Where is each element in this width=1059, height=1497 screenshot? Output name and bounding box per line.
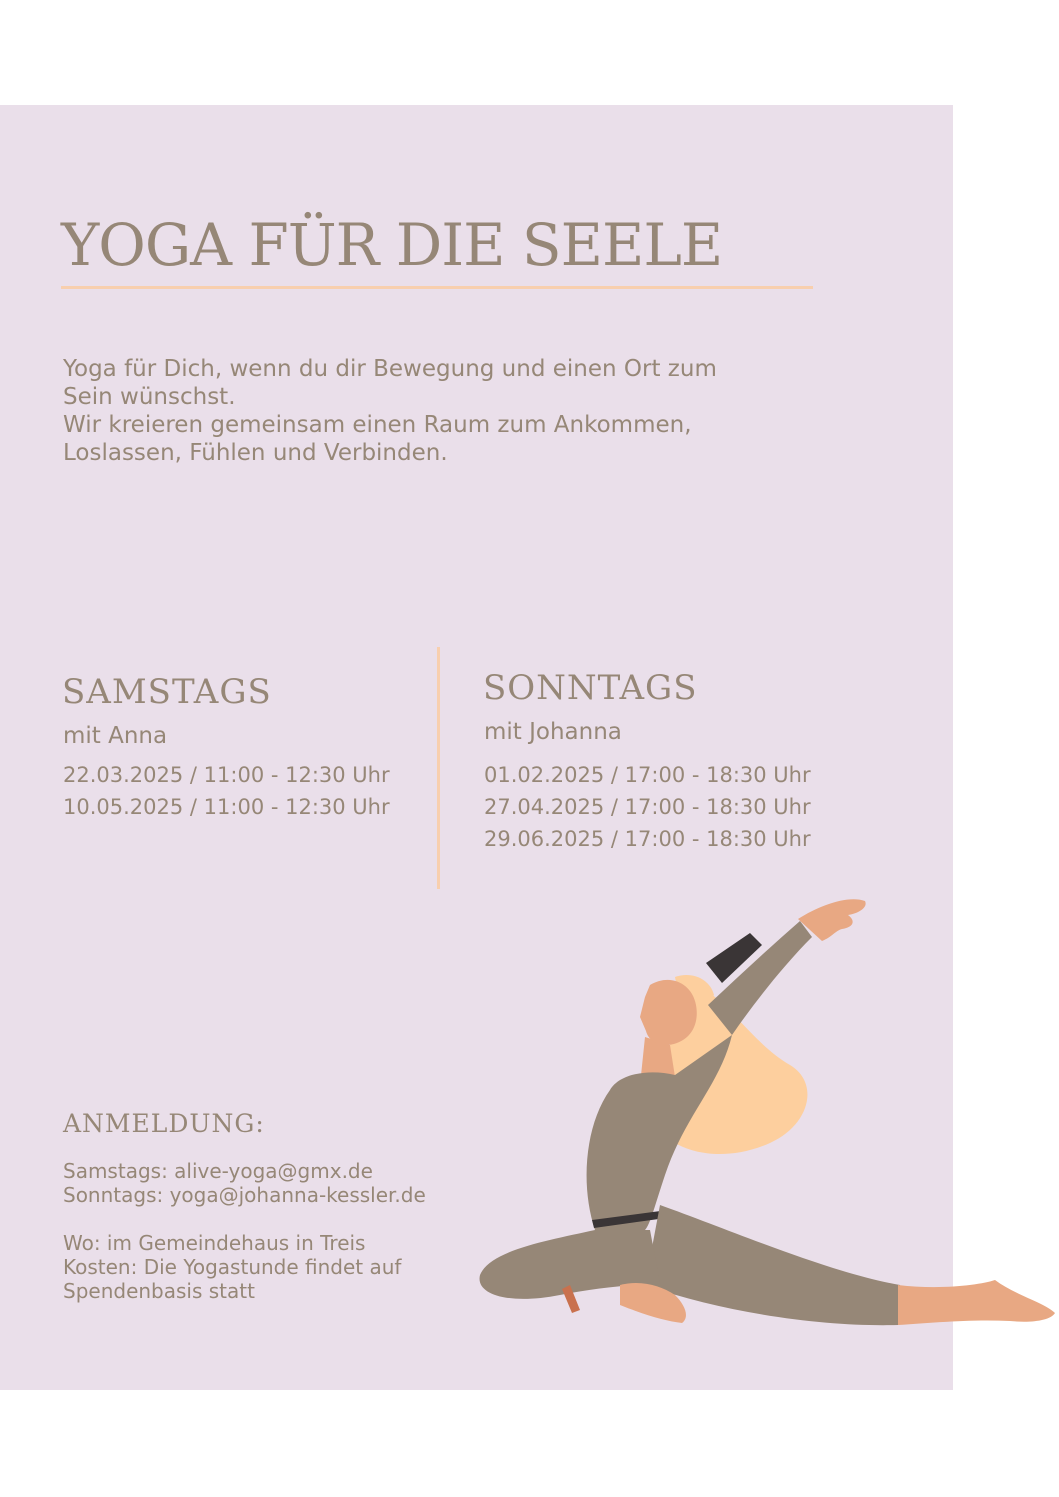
location-text: Wo: im Gemeindehaus in Treis bbox=[63, 1231, 366, 1255]
cost-text: Kosten: Die Yogastunde findet auf bbox=[63, 1255, 402, 1279]
head-shape bbox=[640, 980, 697, 1045]
intro-line: Wir kreieren gemeinsam einen Raum zum Ankommen, bbox=[63, 412, 692, 438]
saturday-contact: Samstags: alive-yoga@gmx.de bbox=[63, 1159, 373, 1183]
date-item: 29.06.2025 / 17:00 - 18:30 Uhr bbox=[484, 827, 811, 851]
column-divider bbox=[437, 647, 440, 889]
date-item: 01.02.2025 / 17:00 - 18:30 Uhr bbox=[484, 763, 811, 787]
back-foot-shape bbox=[898, 1280, 1055, 1325]
intro-line: Yoga für Dich, wenn du dir Bewegung und einen Ort zum bbox=[63, 356, 717, 382]
yoga-woman-illustration bbox=[470, 885, 1059, 1335]
saturday-heading: SAMSTAGS bbox=[62, 672, 272, 712]
date-item: 22.03.2025 / 11:00 - 12:30 Uhr bbox=[63, 763, 390, 787]
sunday-heading: SONNTAGS bbox=[483, 668, 698, 708]
date-item: 10.05.2025 / 11:00 - 12:30 Uhr bbox=[63, 795, 390, 819]
intro-text bbox=[63, 355, 803, 467]
sunday-teacher: mit Johanna bbox=[484, 719, 622, 745]
sunday-dates bbox=[484, 759, 811, 855]
title-divider bbox=[61, 286, 813, 289]
cost-text-continued: Spendenbasis statt bbox=[63, 1279, 255, 1303]
page-title: YOGA FÜR DIE SEELE bbox=[61, 211, 723, 279]
intro-line: Loslassen, Fühlen und Verbinden. bbox=[63, 440, 448, 466]
registration-heading: ANMELDUNG: bbox=[63, 1109, 265, 1138]
date-item: 27.04.2025 / 17:00 - 18:30 Uhr bbox=[484, 795, 811, 819]
saturday-teacher: mit Anna bbox=[63, 723, 168, 749]
intro-line: Sein wünschst. bbox=[63, 384, 236, 410]
saturday-dates bbox=[63, 759, 390, 823]
sunday-contact: Sonntags: yoga@johanna-kessler.de bbox=[63, 1183, 426, 1207]
